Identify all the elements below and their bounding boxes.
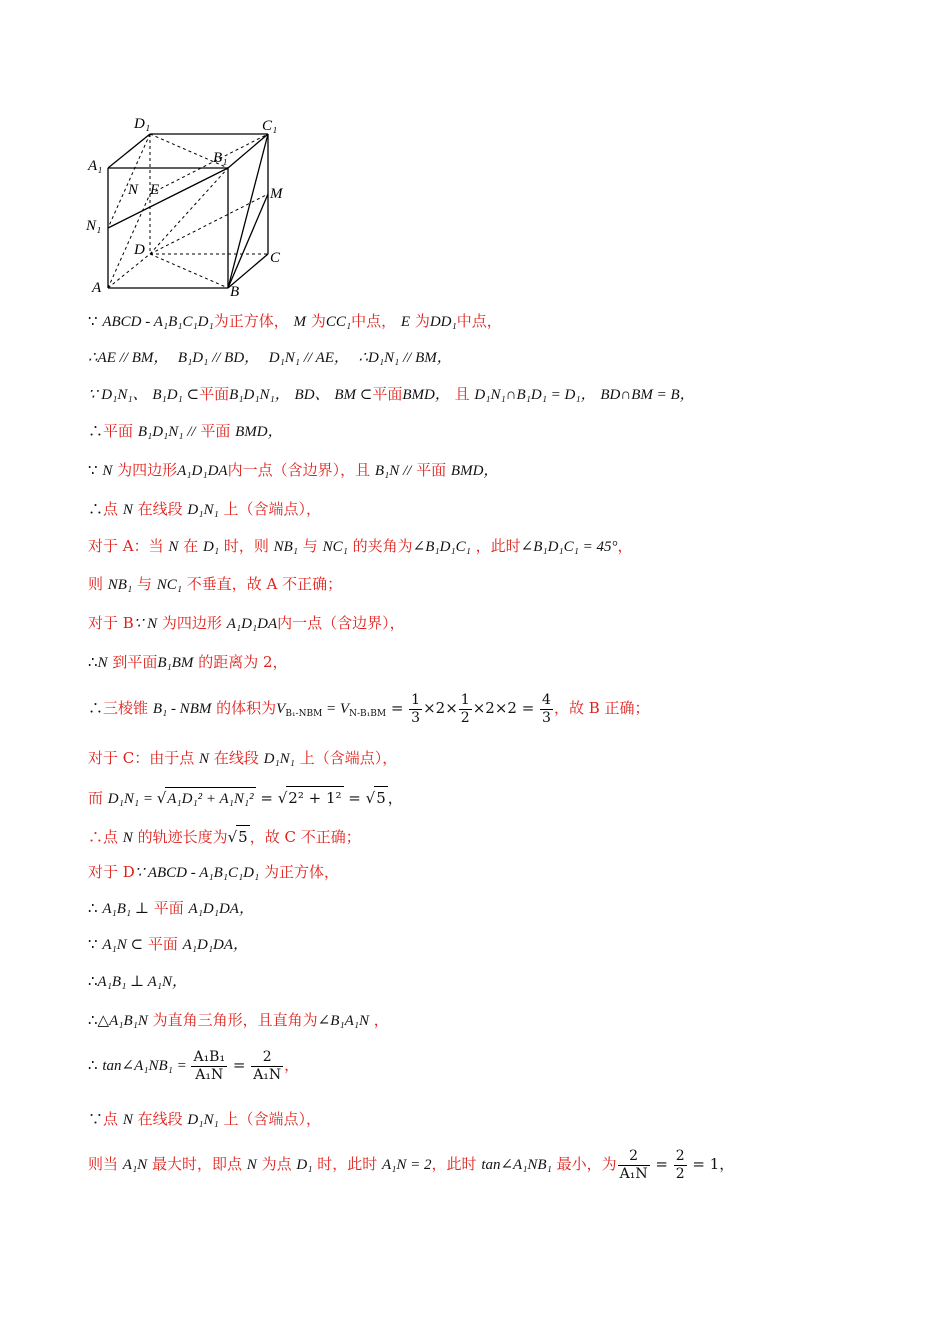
- edge-bc: [228, 254, 268, 288]
- label-d: D: [134, 242, 145, 258]
- text-line-20: ∴ tan∠A₁NB₁ = $\frac{\text{A₁B₁}}{\text{A₁N}}$ = $\frac{2}{\text{A₁N}}$ ，: [88, 1048, 300, 1083]
- text-line-9: 对于 B∵ N 为四边形 A₁D₁DA内一点（含边界），: [88, 614, 405, 632]
- fraction-four-thirds: $\frac{4}{3}$: [542, 691, 551, 726]
- label-d1: D₁: [134, 116, 151, 132]
- label-m: M: [270, 186, 283, 202]
- text-line-3: ∵ D₁N₁、 B₁D₁ ⊂平面B₁D₁N₁， BD、 BM ⊂平面BMD， 且 D₁N₁∩B₁D₁ = D₁， BD∩BM = B，: [88, 385, 695, 403]
- label-b1: B₁: [213, 150, 228, 166]
- sqrt-radical: √: [156, 789, 167, 807]
- fraction-2-over-2: $\frac{2}{2}$: [675, 1147, 685, 1182]
- text-line-17: ∵ A₁N ⊂ 平面 A₁D₁DA，: [88, 935, 249, 953]
- text-line-19: ∴△A₁B₁N 为直角三角形，且直角为∠B₁A₁N ，: [88, 1011, 389, 1029]
- label-n: N: [128, 182, 139, 198]
- segment-bm: [228, 194, 268, 288]
- text-line-8: 则 NB₁ 与 NC₁ 不垂直，故 A 不正确；: [88, 575, 343, 593]
- segment-n1b1: [108, 168, 228, 228]
- text-line-1: ∵ ABCD - A₁B₁C₁D₁为正方体， M 为CC₁中点， E 为DD₁中点，: [88, 312, 502, 330]
- text-line-22: 则当 A₁N 最大时，即点 N 为点 D₁ 时，此时 A₁N = 2，此时 tan∠A₁NB₁ 最小，为 $\frac{2}{\text{A₁N}}$ = $\frac{2}{2}$ = 1，: [88, 1147, 735, 1182]
- segment-db: [150, 254, 228, 288]
- edge-a1d1: [108, 134, 150, 168]
- text-line-16: ∴ A₁B₁ ⊥ 平面 A₁D₁DA，: [88, 899, 254, 917]
- segment-d1n1: [108, 134, 150, 228]
- text-line-12: 对于 C：由于点 N 在线段 D₁N₁ 上（含端点），: [88, 749, 398, 767]
- text-line-7: 对于 A：当 N 在 D₁ 时，则 NB₁ 与 NC₁ 的夹角为∠B₁D₁C₁ ，此时∠B₁D₁C₁ = 45°，: [88, 537, 633, 555]
- text-line-13: 而 D₁N₁ = √A₁D₁² + A₁N₁² = √2² + 1² = √5 ，: [88, 786, 403, 810]
- label-e: E: [150, 182, 160, 198]
- text-line-14: ∴点 N 的轨迹长度为√5 ，故 C 不正确；: [88, 825, 361, 849]
- text-line-15: 对于 D∵ ABCD - A₁B₁C₁D₁ 为正方体，: [88, 863, 340, 881]
- text-line-21: ∵点 N 在线段 D₁N₁ 上（含端点），: [88, 1110, 321, 1128]
- sqrt-radical: √: [365, 789, 376, 807]
- label-n1: N₁: [86, 218, 102, 234]
- text-line-2: ∴AE // BM， B₁D₁ // BD， D₁N₁ // AE， ∴D₁N₁ // BM，: [88, 350, 452, 366]
- sqrt-radical: √: [227, 828, 238, 846]
- text-line-6: ∴点 N 在线段 D₁N₁ 上（含端点），: [88, 500, 321, 518]
- segment-db1: [150, 168, 228, 254]
- segment-ec1: [150, 134, 268, 194]
- text-line-10: ∴N 到平面B₁BM 的距离为 2，: [88, 653, 288, 671]
- label-a: A: [92, 280, 102, 296]
- label-a1: A₁: [88, 158, 103, 174]
- edge-b1c1: [228, 134, 268, 168]
- segment-bc1: [228, 134, 268, 288]
- segment-ae: [108, 194, 150, 288]
- text-line-4: ∴平面 B₁D₁N₁ // 平面 BMD，: [88, 422, 283, 440]
- label-c: C: [270, 250, 281, 266]
- fraction-one-half: $\frac{1}{2}$: [460, 691, 470, 726]
- label-c1: C₁: [262, 118, 278, 134]
- fraction-2-over-a1n: $\frac{2}{\text{A₁N}}$: [619, 1147, 648, 1182]
- text-line-11: ∴三棱锥 B₁ - NBM 的体积为$V_{B_1-NBM} = V_{N-B_1BM}$ = $\frac{1}{3}$ ×2× $\frac{1}{2}$ ×2×2 = $\frac{4}{3}$ ，故 B 正确；: [88, 691, 650, 726]
- text-line-18: ∴A₁B₁ ⊥ A₁N，: [88, 972, 188, 990]
- fraction-2-over-a1n: $\frac{2}{\text{A₁N}}$: [253, 1048, 282, 1083]
- cube-figure: [80, 108, 300, 303]
- fraction-a1b1-over-a1n: $\frac{\text{A₁B₁}}{\text{A₁N}}$: [193, 1048, 226, 1083]
- text-line-5: ∵ N 为四边形A₁D₁DA内一点（含边界），且 B₁N // 平面 BMD，: [88, 461, 499, 479]
- fraction-one-third: $\frac{1}{3}$: [411, 691, 421, 726]
- label-b: B: [230, 284, 240, 300]
- edge-ad: [108, 254, 150, 288]
- sqrt-radical: √: [277, 789, 288, 807]
